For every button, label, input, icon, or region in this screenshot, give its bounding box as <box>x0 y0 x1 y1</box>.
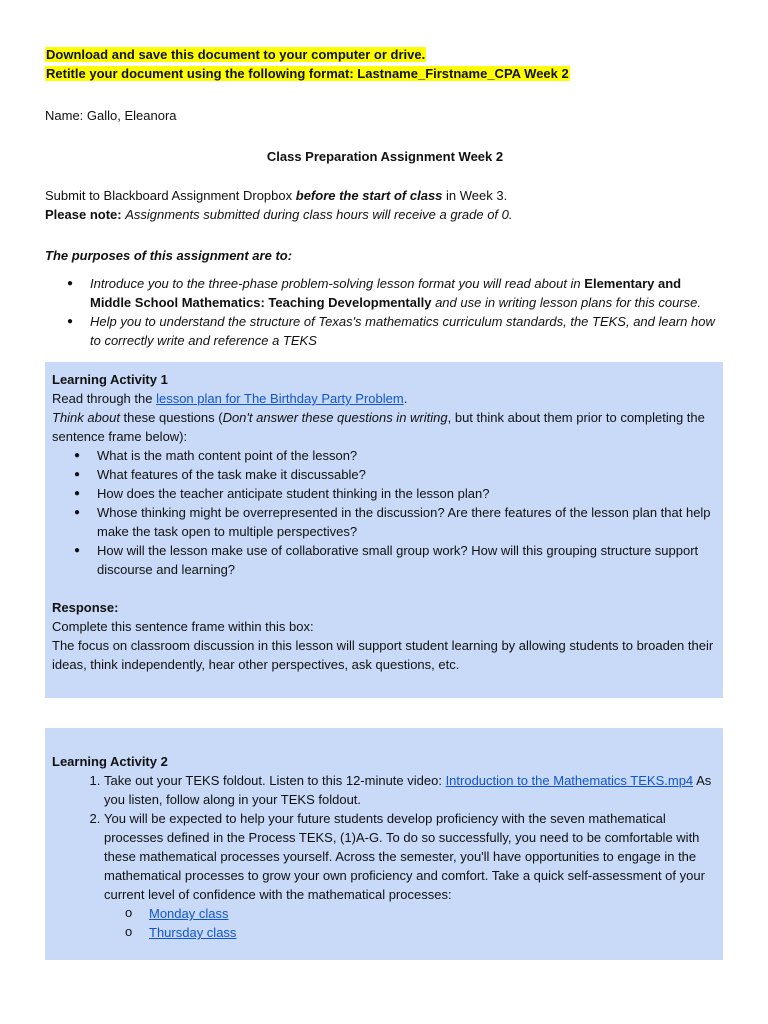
think-line: Think about these questions (Don't answer these questions in writing, but think about them prior to completing the sentence frame below): <box>52 410 705 444</box>
activity-1-heading: Learning Activity 1 <box>52 372 168 387</box>
purposes-section <box>45 246 725 350</box>
thursday-class-link[interactable]: Thursday class <box>149 925 237 940</box>
list-item: ● What is the math content point of the lesson? <box>97 446 716 465</box>
list-item: ● Introduce you to the three-phase problem-solving lesson format you will read about in Elementary and Middle School Mathematics: Teaching Developmentally and use in writing lesson plans for this course. <box>90 274 725 312</box>
instructions-header <box>45 45 725 83</box>
student-name: Name: Gallo, Eleanora <box>45 108 177 123</box>
purposes-list <box>45 274 725 350</box>
teks-video-link[interactable]: Introduction to the Mathematics TEKS.mp4 <box>445 773 694 788</box>
list-item: ● Whose thinking might be overrepresented in the discussion? Are there features of the lesson plan that help make the task open to multiple perspectives? <box>97 503 716 541</box>
response-label: Response: <box>52 600 119 615</box>
response-instruction: Complete this sentence frame within this box: <box>52 619 314 634</box>
questions-list <box>52 446 716 579</box>
list-item: 1. Take out your TEKS foldout. Listen to this 12-minute video: Introduction to the Mathematics TEKS.mp4 As you listen, follow along in your TEKS foldout. <box>104 771 716 809</box>
submit-line: Submit to Blackboard Assignment Dropbox before the start of class in Week 3. <box>45 188 508 203</box>
response-text[interactable]: The focus on classroom discussion in this lesson will support student learning by allowing students to broaden their ideas, think independently, hear other perspectives, ask questions, etc. <box>52 638 714 672</box>
list-item <box>149 904 716 923</box>
download-instruction: Download and save this document to your computer or drive. <box>46 47 426 62</box>
list-item: ● Help you to understand the structure of Texas's mathematics curriculum standards, the TEKS, and learn how to correctly write and reference a TEKS <box>90 312 725 350</box>
read-line: Read through the lesson plan for The Birthday Party Problem. <box>52 391 408 406</box>
submission-info <box>45 186 725 224</box>
activity-2-heading: Learning Activity 2 <box>52 754 168 769</box>
birthday-party-lesson-link[interactable]: lesson plan for The Birthday Party Problem <box>156 391 404 406</box>
retitle-instruction: Retitle your document using the following format: Lastname_Firstname_CPA Week 2 <box>46 66 569 81</box>
learning-activity-2-box <box>45 728 723 960</box>
list-item: ● What features of the task make it discussable? <box>97 465 716 484</box>
list-item: ● How does the teacher anticipate student thinking in the lesson plan? <box>97 484 716 503</box>
note-line: Please note: Assignments submitted during class hours will receive a grade of 0. <box>45 207 513 222</box>
monday-class-link[interactable]: Monday class <box>149 906 229 921</box>
list-item: 2. You will be expected to help your future students develop proficiency with the seven mathematical processes defined in the Process TEKS, (1)A-G. To do so successfully, you need to be comfortable with these mathematical processes yourself. Across the semester, you'll have opportunities to engage in the mathematical processes to grow your own proficiency and comfort. Take a quick self-assessment of your current level of confidence with the mathematical processes: o Monday class o Thursday class <box>104 809 716 942</box>
list-item <box>149 923 716 942</box>
list-item: ● How will the lesson make use of collaborative small group work? How will this grouping structure support discourse and learning? <box>97 541 716 579</box>
self-assessment-links <box>104 904 716 942</box>
purposes-heading: The purposes of this assignment are to: <box>45 248 293 263</box>
page-title: Class Preparation Assignment Week 2 <box>266 149 504 164</box>
activity-2-steps <box>52 771 716 942</box>
learning-activity-1-box <box>45 362 723 698</box>
